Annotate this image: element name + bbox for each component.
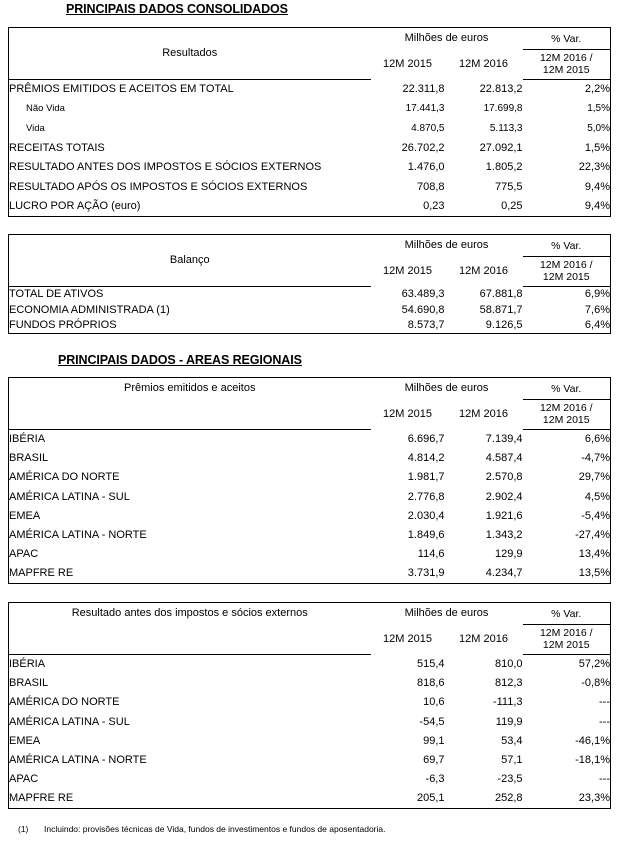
cell-variation: -46,1% bbox=[575, 734, 610, 747]
cell-variation: -18,1% bbox=[575, 754, 610, 767]
cell-2016: 5.113,3 bbox=[489, 122, 523, 134]
cell-2015: 54.690,8 bbox=[401, 303, 445, 316]
table-row bbox=[9, 468, 611, 487]
cell-2016: 2.902,4 bbox=[485, 490, 523, 503]
header-row-label: Balanço bbox=[9, 235, 371, 287]
cell-2016: 4.234,7 bbox=[485, 567, 523, 580]
header-row-label: Resultados bbox=[9, 28, 371, 80]
cell-2015: -6,3 bbox=[425, 773, 445, 786]
cell-2016: 7.139,4 bbox=[485, 432, 523, 445]
cell-2016: 22.813,2 bbox=[479, 83, 523, 95]
header-variation-line1: 12M 2016 / bbox=[539, 259, 593, 272]
table-row bbox=[9, 318, 611, 334]
header-variation bbox=[523, 28, 611, 80]
row-label: AMÉRICA LATINA - NORTE bbox=[9, 529, 147, 542]
header-col-2015: 12M 2015 bbox=[383, 57, 432, 70]
header-variation-title: % Var. bbox=[523, 237, 611, 257]
row-label: MAPFRE RE bbox=[9, 567, 74, 580]
table-row bbox=[9, 654, 611, 674]
cell-variation: 6,9% bbox=[584, 288, 610, 301]
header-variation-line1: 12M 2016 / bbox=[539, 627, 593, 640]
cell-variation: 23,3% bbox=[578, 792, 610, 805]
header-col-2016: 12M 2016 bbox=[459, 57, 508, 70]
row-label: Vida bbox=[26, 122, 45, 134]
table-body bbox=[9, 79, 611, 217]
cell-2015: 8.573,7 bbox=[407, 319, 445, 332]
header-variation-line2: 12M 2015 bbox=[542, 638, 590, 651]
header-row-label: Prêmios emitidos e aceitos bbox=[9, 378, 371, 430]
table-row bbox=[9, 750, 611, 769]
cell-2015: 515,4 bbox=[416, 657, 445, 670]
cell-variation: 57,2% bbox=[578, 658, 610, 671]
row-label: MAPFRE RE bbox=[9, 792, 74, 805]
cell-2015: 63.489,3 bbox=[401, 288, 445, 300]
row-label: IBÉRIA bbox=[9, 433, 46, 446]
row-label: AMÉRICA LATINA - SUL bbox=[9, 490, 130, 503]
header-units: Milhões de euros bbox=[404, 32, 489, 44]
cell-variation: --- bbox=[599, 773, 610, 786]
cell-2015: 114,6 bbox=[417, 548, 445, 561]
row-label: AMÉRICA DO NORTE bbox=[9, 471, 120, 484]
cell-2016: 810,0 bbox=[494, 657, 523, 670]
table-row bbox=[9, 731, 611, 750]
table-resultado-regionais bbox=[8, 602, 611, 809]
cell-2015: 708,8 bbox=[416, 180, 445, 193]
cell-2015: 1.476,0 bbox=[407, 161, 445, 174]
table-row bbox=[9, 158, 611, 178]
header-units: Milhões de euros bbox=[404, 607, 489, 619]
cell-2015: 1.981,7 bbox=[407, 471, 445, 484]
cell-2016: 58.871,7 bbox=[479, 303, 523, 316]
row-label: IBÉRIA bbox=[9, 658, 46, 671]
cell-2016: 252,8 bbox=[494, 792, 523, 805]
row-label: FUNDOS PRÓPRIOS bbox=[9, 319, 117, 332]
header-variation bbox=[523, 378, 611, 430]
row-label: TOTAL DE ATIVOS bbox=[9, 288, 104, 301]
header-variation-title: % Var. bbox=[523, 605, 611, 625]
cell-2016: 1.805,2 bbox=[485, 161, 523, 174]
table-row bbox=[9, 712, 611, 731]
table-row bbox=[9, 693, 611, 712]
table-resultados bbox=[8, 27, 611, 217]
table-row bbox=[9, 177, 611, 197]
cell-variation: 22,3% bbox=[578, 161, 610, 174]
cell-variation: -27,4% bbox=[575, 529, 610, 542]
table-row bbox=[9, 99, 611, 119]
cell-2016: 119,9 bbox=[495, 715, 523, 728]
table-row bbox=[9, 487, 611, 506]
cell-variation: 7,6% bbox=[584, 303, 610, 316]
cell-variation: --- bbox=[599, 696, 610, 709]
cell-variation: 29,7% bbox=[578, 471, 610, 484]
footnote-marker: (1) bbox=[18, 824, 29, 834]
cell-2016: 57,1 bbox=[501, 754, 523, 767]
header-col-2016: 12M 2016 bbox=[459, 632, 508, 645]
footnote-text: Incluindo: provisões técnicas de Vida, fundos de investimentos e fundos de aposentadoria. bbox=[44, 824, 386, 834]
header-row-top bbox=[9, 235, 611, 256]
row-label: ECONOMIA ADMINISTRADA (1) bbox=[9, 303, 170, 316]
table-header bbox=[9, 378, 611, 430]
header-col-2015: 12M 2015 bbox=[383, 264, 432, 277]
cell-2015: 2.030,4 bbox=[407, 509, 445, 522]
cell-2016: 0,25 bbox=[501, 200, 523, 213]
table-row bbox=[9, 770, 611, 789]
cell-2016: 2.570,8 bbox=[485, 471, 523, 484]
header-row-top bbox=[9, 378, 611, 399]
table-row bbox=[9, 506, 611, 525]
table-row bbox=[9, 119, 611, 139]
cell-2015: 3.731,9 bbox=[407, 567, 445, 580]
table-row bbox=[9, 789, 611, 809]
table-body bbox=[9, 429, 611, 584]
header-variation-line1: 12M 2016 / bbox=[539, 402, 593, 415]
header-variation bbox=[523, 603, 611, 655]
cell-variation: 1,5% bbox=[587, 103, 610, 115]
cell-2015: 2.776,8 bbox=[407, 490, 445, 503]
table-row bbox=[9, 429, 611, 449]
cell-2015: 26.702,2 bbox=[401, 141, 445, 154]
header-col-2015: 12M 2015 bbox=[383, 407, 432, 420]
header-row-top bbox=[9, 28, 611, 49]
table-body bbox=[9, 654, 611, 809]
table-row bbox=[9, 564, 611, 584]
cell-2016: 17.699,8 bbox=[483, 103, 523, 115]
row-label: EMEA bbox=[9, 734, 41, 747]
cell-2015: 4.814,2 bbox=[407, 452, 445, 465]
header-variation bbox=[523, 235, 611, 287]
header-variation-line2: 12M 2015 bbox=[542, 270, 590, 283]
table-balanco bbox=[8, 234, 611, 334]
table-header bbox=[9, 603, 611, 655]
cell-2015: 22.311,8 bbox=[402, 83, 445, 95]
cell-2015: 17.441,3 bbox=[405, 103, 445, 115]
cell-2016: -23,5 bbox=[497, 773, 523, 786]
row-label: AMÉRICA LATINA - SUL bbox=[9, 715, 130, 728]
row-label: LUCRO POR AÇÃO (euro) bbox=[9, 200, 141, 213]
row-label: AMÉRICA LATINA - NORTE bbox=[9, 754, 147, 767]
cell-variation: 9,4% bbox=[584, 180, 610, 193]
row-label: APAC bbox=[9, 548, 39, 561]
cell-variation: 5,0% bbox=[587, 122, 610, 134]
cell-2015: 1.849,6 bbox=[407, 529, 445, 542]
row-label: EMEA bbox=[9, 509, 41, 522]
table-body bbox=[9, 286, 611, 334]
cell-variation: 6,4% bbox=[584, 319, 610, 332]
cell-variation: -4,7% bbox=[581, 452, 610, 465]
cell-variation: -0,8% bbox=[581, 677, 610, 690]
row-label: AMÉRICA DO NORTE bbox=[9, 696, 120, 709]
cell-variation: --- bbox=[599, 715, 610, 728]
cell-2015: 69,7 bbox=[423, 754, 445, 767]
header-variation-title: % Var. bbox=[523, 380, 611, 400]
row-label: Não Vida bbox=[26, 103, 65, 115]
table-premios-regionais bbox=[8, 377, 611, 584]
table-row bbox=[9, 525, 611, 544]
cell-variation: 4,5% bbox=[584, 490, 610, 503]
row-label: APAC bbox=[9, 773, 39, 786]
cell-2016: 775,5 bbox=[494, 180, 523, 193]
cell-2015: 0,23 bbox=[423, 200, 445, 213]
table-header bbox=[9, 235, 611, 287]
header-row-label: Resultado antes dos impostos e sócios externos bbox=[9, 603, 371, 655]
table-header bbox=[9, 28, 611, 80]
section-title-consolidados: PRINCIPAIS DADOS CONSOLIDADOS bbox=[66, 2, 288, 16]
table-row bbox=[9, 197, 611, 217]
cell-variation: 13,5% bbox=[578, 567, 610, 580]
cell-variation: 2,2% bbox=[584, 83, 610, 96]
cell-2016: 129,9 bbox=[494, 548, 523, 561]
cell-2015: 99,1 bbox=[423, 734, 445, 747]
cell-2016: 1.921,6 bbox=[485, 509, 523, 522]
row-label: RECEITAS TOTAIS bbox=[9, 141, 105, 154]
cell-variation: 9,4% bbox=[584, 200, 610, 213]
row-label: RESULTADO ANTES DOS IMPOSTOS E SÓCIOS EXTERNOS bbox=[9, 161, 322, 174]
row-label: BRASIL bbox=[9, 677, 49, 690]
section-title-areas-regionais: PRINCIPAIS DADOS - AREAS REGIONAIS bbox=[58, 353, 302, 367]
cell-2015: 818,6 bbox=[416, 677, 445, 690]
cell-variation: 13,4% bbox=[578, 548, 610, 561]
cell-2016: 1.343,2 bbox=[485, 529, 523, 542]
header-variation-title: % Var. bbox=[523, 30, 611, 50]
cell-2015: 10,6 bbox=[423, 696, 445, 709]
cell-variation: -5,4% bbox=[581, 509, 610, 522]
header-units: Milhões de euros bbox=[404, 239, 489, 251]
cell-2015: 6.696,7 bbox=[407, 432, 445, 445]
footnote bbox=[18, 824, 385, 834]
row-label: PRÊMIOS EMITIDOS E ACEITOS EM TOTAL bbox=[9, 83, 234, 96]
cell-2016: 812,3 bbox=[494, 677, 523, 690]
cell-2015: -54,5 bbox=[419, 715, 445, 728]
header-variation-line2: 12M 2015 bbox=[542, 63, 590, 76]
table-row bbox=[9, 674, 611, 693]
header-col-2016: 12M 2016 bbox=[459, 264, 508, 277]
header-col-2016: 12M 2016 bbox=[459, 407, 508, 420]
cell-2016: -111,3 bbox=[492, 696, 523, 709]
cell-2016: 27.092,1 bbox=[479, 141, 523, 154]
header-variation-line1: 12M 2016 / bbox=[539, 52, 593, 65]
cell-2015: 4.870,5 bbox=[411, 122, 445, 134]
cell-2016: 4.587,4 bbox=[485, 452, 523, 465]
header-col-2015: 12M 2015 bbox=[383, 632, 432, 645]
row-label: RESULTADO APÓS OS IMPOSTOS E SÓCIOS EXTERNOS bbox=[9, 180, 308, 193]
cell-2015: 205,1 bbox=[416, 792, 445, 805]
table-row bbox=[9, 79, 611, 99]
header-row-top bbox=[9, 603, 611, 624]
cell-variation: 6,6% bbox=[584, 433, 610, 446]
cell-2016: 9.126,5 bbox=[485, 319, 523, 332]
table-row bbox=[9, 545, 611, 564]
table-row bbox=[9, 286, 611, 302]
cell-variation: 1,5% bbox=[584, 141, 610, 154]
header-units: Milhões de euros bbox=[404, 382, 489, 394]
table-row bbox=[9, 449, 611, 468]
table-row bbox=[9, 138, 611, 158]
cell-2016: 67.881,8 bbox=[479, 288, 523, 300]
cell-2016: 53,4 bbox=[501, 734, 523, 747]
header-variation-line2: 12M 2015 bbox=[542, 413, 590, 426]
table-row bbox=[9, 302, 611, 318]
row-label: BRASIL bbox=[9, 452, 49, 465]
